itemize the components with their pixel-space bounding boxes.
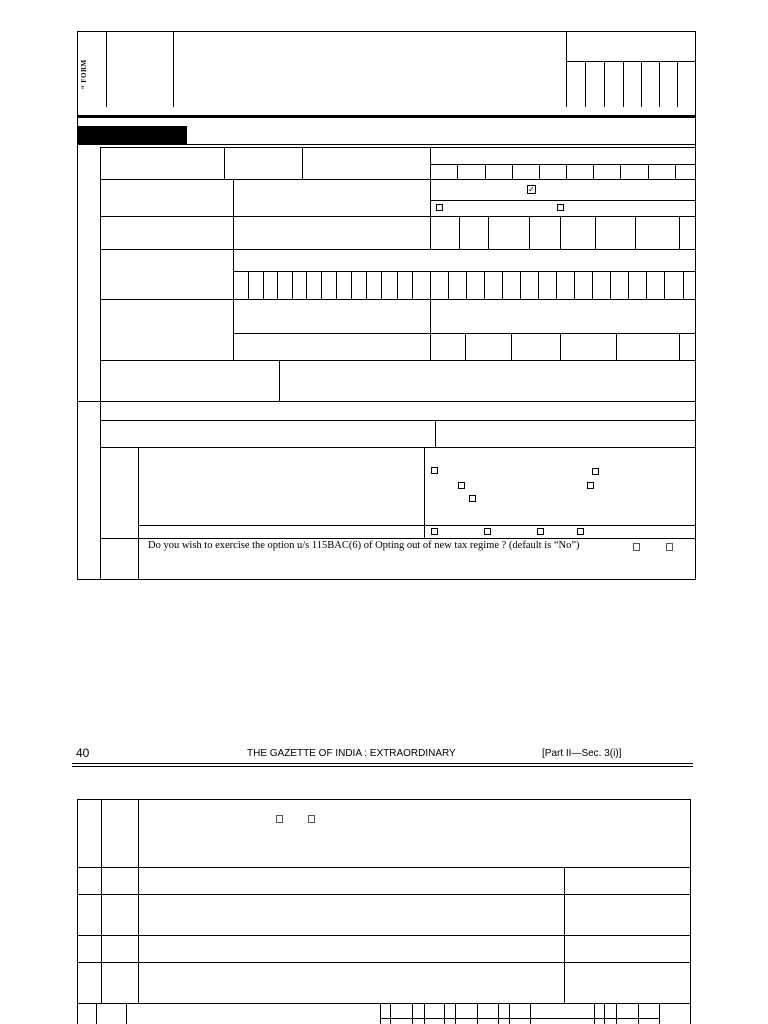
row-line bbox=[77, 401, 696, 402]
digit-box-line bbox=[648, 164, 649, 179]
digit-box-line bbox=[512, 164, 513, 179]
cell-line bbox=[459, 216, 460, 249]
yes-checkbox[interactable] bbox=[633, 543, 640, 551]
digit-box-line bbox=[675, 164, 676, 179]
header-rule bbox=[72, 766, 693, 767]
row-line bbox=[77, 867, 691, 868]
digit-box-line bbox=[455, 1003, 456, 1024]
header-grid-line bbox=[659, 61, 660, 107]
cell-line bbox=[430, 147, 431, 249]
digit-box-line bbox=[539, 164, 540, 179]
row-line bbox=[77, 935, 691, 936]
digit-box-line bbox=[485, 164, 486, 179]
option-checkbox[interactable] bbox=[587, 482, 594, 489]
row-line bbox=[100, 299, 696, 300]
digit-box-line bbox=[604, 1003, 605, 1024]
form-label: “ FORM bbox=[80, 59, 88, 89]
header-grid-line bbox=[641, 61, 642, 107]
char-box-line bbox=[412, 271, 413, 299]
digit-box-line bbox=[638, 1003, 639, 1024]
no-checkbox[interactable] bbox=[666, 543, 673, 551]
cell-line bbox=[435, 420, 436, 447]
char-box-line bbox=[538, 271, 539, 299]
row-line bbox=[100, 147, 696, 148]
digit-box-line bbox=[457, 164, 458, 179]
header-divider bbox=[106, 31, 107, 107]
digit-box-line bbox=[530, 1003, 531, 1024]
ticked-checkbox[interactable]: ✓ bbox=[528, 185, 535, 194]
checkbox[interactable] bbox=[557, 204, 564, 211]
digit-box-line bbox=[616, 1003, 617, 1024]
margin-column-line bbox=[138, 447, 139, 580]
digit-box-line bbox=[390, 1003, 391, 1024]
digit-box-line bbox=[509, 1003, 510, 1024]
margin-column-line bbox=[100, 147, 101, 580]
char-box-line bbox=[430, 271, 431, 299]
digit-box-line bbox=[477, 1003, 478, 1024]
char-box-line bbox=[592, 271, 593, 299]
char-box-line bbox=[556, 271, 557, 299]
char-box-line bbox=[502, 271, 503, 299]
cell-line bbox=[488, 216, 489, 249]
digit-box-line bbox=[412, 1003, 413, 1024]
char-box-line bbox=[610, 271, 611, 299]
digit-box-line bbox=[380, 1003, 381, 1024]
regime-question: Do you wish to exercise the option u/s 115BAC(6) of Opting out of new tax regime ? (default is “No”) bbox=[148, 540, 580, 551]
header-grid-line bbox=[623, 61, 624, 107]
thick-separator bbox=[77, 115, 696, 118]
cell-line bbox=[224, 147, 225, 179]
margin-column-line bbox=[138, 799, 139, 1004]
cell-line bbox=[529, 216, 530, 249]
char-box-line bbox=[484, 271, 485, 299]
row-line bbox=[77, 962, 691, 963]
char-box-line bbox=[263, 271, 264, 299]
header-grid-line bbox=[604, 61, 605, 107]
header-divider bbox=[173, 31, 174, 107]
checkbox[interactable] bbox=[276, 815, 283, 823]
row-line bbox=[100, 538, 696, 539]
option-checkbox[interactable] bbox=[537, 528, 544, 535]
char-box-line bbox=[664, 271, 665, 299]
margin-column-line bbox=[101, 799, 102, 1004]
char-box-line bbox=[351, 271, 352, 299]
digit-box-line bbox=[620, 164, 621, 179]
char-box-line bbox=[381, 271, 382, 299]
row-line bbox=[100, 447, 696, 448]
cell-line bbox=[616, 333, 617, 360]
digit-box-line bbox=[444, 1003, 445, 1024]
char-box-line bbox=[574, 271, 575, 299]
char-box-line bbox=[292, 271, 293, 299]
digit-box-line bbox=[593, 164, 594, 179]
gazette-title: THE GAZETTE OF INDIA : EXTRAORDINARY bbox=[247, 748, 456, 759]
char-box-line bbox=[248, 271, 249, 299]
digit-box-line bbox=[566, 164, 567, 179]
page-number: 40 bbox=[76, 746, 90, 760]
cell-line bbox=[430, 299, 431, 360]
char-box-line bbox=[466, 271, 467, 299]
digit-box-line bbox=[659, 1003, 660, 1024]
char-box-line bbox=[397, 271, 398, 299]
row-line bbox=[100, 360, 696, 361]
digit-box-line bbox=[594, 1003, 595, 1024]
row-line bbox=[100, 249, 696, 250]
header-rule bbox=[72, 763, 693, 764]
option-checkbox[interactable] bbox=[577, 528, 584, 535]
cell-line bbox=[560, 216, 561, 249]
cell-line bbox=[126, 1003, 127, 1024]
char-box-line bbox=[646, 271, 647, 299]
header-divider bbox=[566, 31, 567, 107]
row-line bbox=[100, 179, 696, 180]
row-line bbox=[100, 216, 696, 217]
option-checkbox[interactable] bbox=[484, 528, 491, 535]
row-line bbox=[138, 525, 696, 526]
char-box-line bbox=[683, 271, 684, 299]
option-checkbox[interactable] bbox=[458, 482, 465, 489]
row-line bbox=[77, 1003, 691, 1004]
row-line bbox=[100, 420, 696, 421]
option-checkbox[interactable] bbox=[431, 467, 438, 474]
option-checkbox[interactable] bbox=[469, 495, 476, 502]
char-box-line bbox=[520, 271, 521, 299]
cell-line bbox=[380, 1018, 660, 1019]
cell-line bbox=[233, 271, 696, 272]
form-frame bbox=[77, 31, 696, 580]
cell-line bbox=[679, 333, 680, 360]
cell-line bbox=[511, 333, 512, 360]
char-box-line bbox=[628, 271, 629, 299]
cell-line bbox=[302, 147, 303, 179]
char-box-line bbox=[277, 271, 278, 299]
cell-line bbox=[430, 164, 696, 165]
cell-line bbox=[560, 333, 561, 360]
cell-line bbox=[595, 216, 596, 249]
header-grid-line bbox=[585, 61, 586, 107]
section-header-bar bbox=[77, 126, 187, 144]
form-frame bbox=[77, 799, 691, 1024]
header-grid-line bbox=[677, 61, 678, 107]
cell-line bbox=[635, 216, 636, 249]
cell-line bbox=[465, 333, 466, 360]
char-box-line bbox=[306, 271, 307, 299]
option-checkbox[interactable] bbox=[431, 528, 438, 535]
char-box-line bbox=[366, 271, 367, 299]
digit-box-line bbox=[424, 1003, 425, 1024]
row-line bbox=[77, 144, 696, 145]
cell-line bbox=[430, 200, 696, 201]
char-box-line bbox=[336, 271, 337, 299]
cell-line bbox=[679, 216, 680, 249]
option-checkbox[interactable] bbox=[592, 468, 599, 475]
row-line bbox=[77, 894, 691, 895]
digit-box-line bbox=[498, 1003, 499, 1024]
checkbox[interactable] bbox=[308, 815, 315, 823]
cell-line bbox=[96, 1003, 97, 1024]
char-box-line bbox=[321, 271, 322, 299]
gazette-section: [Part II—Sec. 3(i)] bbox=[542, 748, 622, 759]
char-box-line bbox=[448, 271, 449, 299]
checkbox[interactable] bbox=[436, 204, 443, 211]
cell-line bbox=[279, 360, 280, 401]
